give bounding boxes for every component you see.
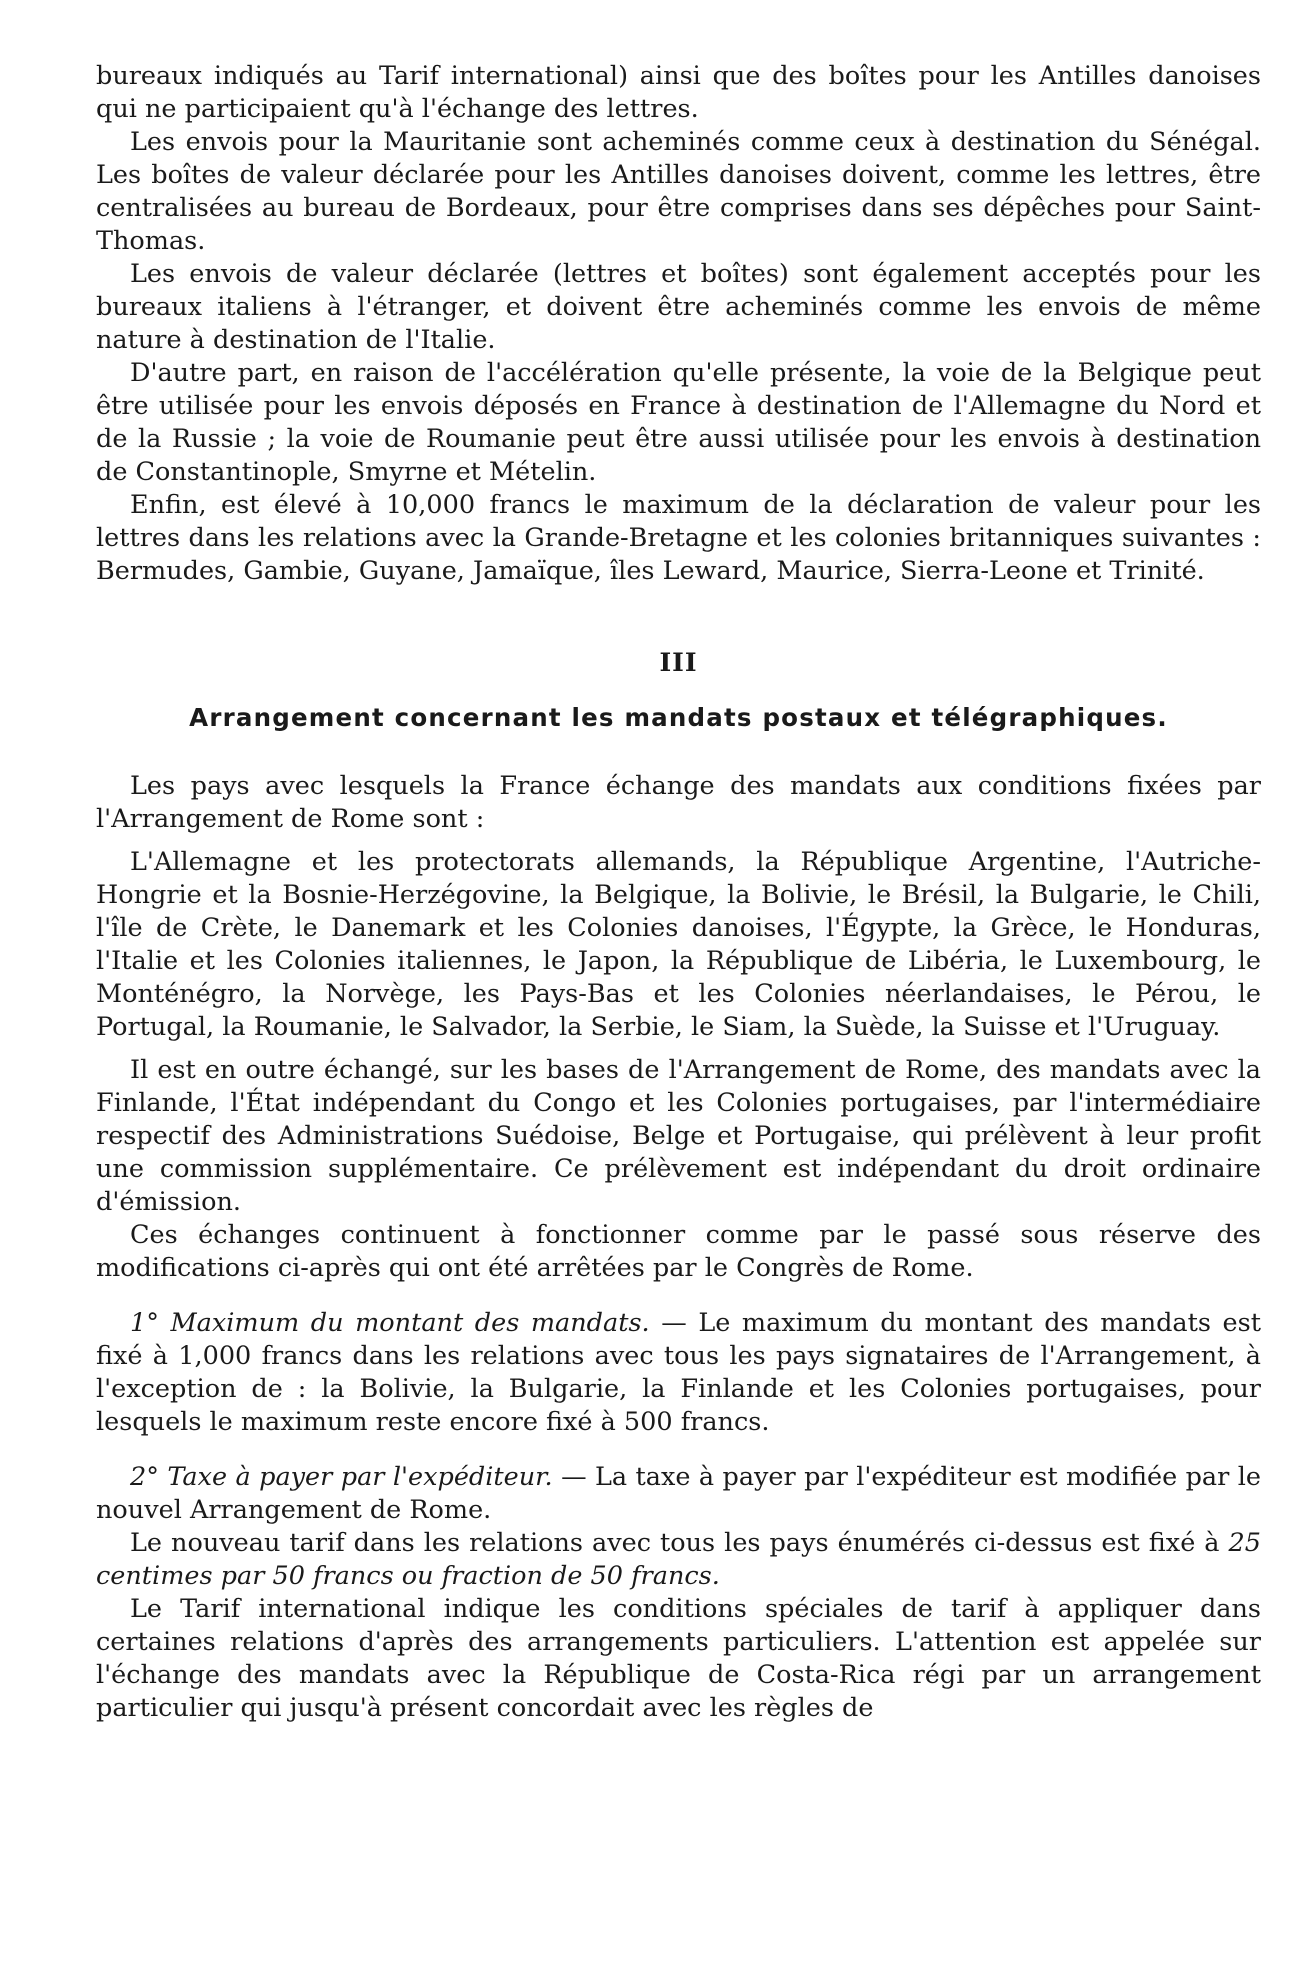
paragraph-echanges-continuent: Ces échanges continuent à fonctionner comme par le passé sous réserve des modifications ci-après qui ont été arrêtées par le Congrès de Rome. [96, 1220, 1261, 1283]
paragraph-pays-list: L'Allemagne et les protectorats allemands, la République Argentine, l'Autriche-Hongrie et la Bosnie-Herzégovine, la Belgique, la Bolivie, le Brésil, la Bulgarie, le Chili, l'île de Crète, le Danemark et les Colonies danoises, l'Égypte, la Grèce, le Honduras, l'Italie et les Colonies italiennes, le Japon, la République de Libéria, le Luxembourg, le Monténégro, la Norvège, les Pays-Bas et les Colonies néerlandaises, le Pérou, le Portugal, la Roumanie, le Salvador, la Serbie, le Siam, la Suède, la Suisse et l'Uruguay. [96, 847, 1261, 1042]
item-heading: 2° Taxe à payer par l'expéditeur. [130, 1462, 553, 1492]
paragraph-pays-intro: Les pays avec lesquels la France échange des mandats aux conditions fixées par l'Arrangement de Rome sont : [96, 771, 1261, 834]
paragraph-voie-belgique: D'autre part, en raison de l'accélération qu'elle présente, la voie de la Belgique peut être utilisée pour les envois déposés en France à destination de l'Allemagne du Nord et de la Russie ; la voie de Roumanie peut être aussi utilisée pour les envois à destination de Constantinople, Smyrne et Mételin. [96, 358, 1261, 487]
paragraph-maximum-valeur: Enfin, est élevé à 10,000 francs le maximum de la déclaration de valeur pour les lettres dans les relations avec la Grande-Bretagne et les colonies britanniques suivantes : Bermudes, Gambie, Guyane, Jamaïque, îles Leward, Maurice, Sierra-Leone et Trinité. [96, 490, 1261, 586]
paragraph-nouveau-tarif [96, 1527, 1261, 1593]
item-heading: 1° Maximum du montant des mandats. [130, 1308, 650, 1338]
tarif-lead: Le nouveau tarif dans les relations avec tous les pays énumérés ci-dessus est fixé à [130, 1528, 1229, 1558]
section-number: III [659, 648, 698, 677]
item-text: — Le maximum du montant des mandats est fixé à 1,000 francs dans les relations avec tous les pays signataires de l'Arrangement, à l'exception de : la Bolivie, la Bulgarie, la Finlande et les Colonies portugaises, pour lesquels le maximum reste encore fixé à 500 francs. [96, 1308, 1261, 1437]
paragraph-item-taxe [96, 1461, 1261, 1527]
document-page [96, 60, 1261, 1725]
tarif-rate: 25 centimes par 50 francs ou fraction de 50 francs. [96, 1528, 1261, 1591]
paragraph-echange-finlande: Il est en outre échangé, sur les bases de l'Arrangement de Rome, des mandats avec la Finlande, l'État indépendant du Congo et les Colonies portugaises, par l'intermédiaire respectif des Administrations Suédoise, Belge et Portugaise, qui prélèvent à leur profit une commission supplémentaire. Ce prélèvement est indépendant du droit ordinaire d'émission. [96, 1055, 1261, 1217]
paragraph-item-maximum [96, 1307, 1261, 1439]
section-title: Arrangement concernant les mandats postaux et télégraphiques. [189, 703, 1168, 732]
item-text: — La taxe à payer par l'expéditeur est modifiée par le nouvel Arrangement de Rome. [96, 1462, 1261, 1525]
paragraph-bureaux-italiens: Les envois de valeur déclarée (lettres et boîtes) sont également acceptés pour les bureaux italiens à l'étranger, et doivent être acheminés comme les envois de même nature à destination de l'Italie. [96, 259, 1261, 355]
paragraph-mauritanie: Les envois pour la Mauritanie sont acheminés comme ceux à destination du Sénégal. Les boîtes de valeur déclarée pour les Antilles danoises doivent, comme les lettres, être centralisées au bureau de Bordeaux, pour être comprises dans ses dépêches pour Saint-Thomas. [96, 127, 1261, 256]
paragraph-costa-rica: Le Tarif international indique les conditions spéciales de tarif à appliquer dans certaines relations d'après des arrangements particuliers. L'attention est appelée sur l'échange des mandats avec la République de Costa-Rica régi par un arrangement particulier qui jusqu'à présent concordait avec les règles de [96, 1594, 1261, 1723]
paragraph-continued: bureaux indiqués au Tarif international) ainsi que des boîtes pour les Antilles danoises qui ne participaient qu'à l'échange des lettres. [96, 61, 1261, 124]
